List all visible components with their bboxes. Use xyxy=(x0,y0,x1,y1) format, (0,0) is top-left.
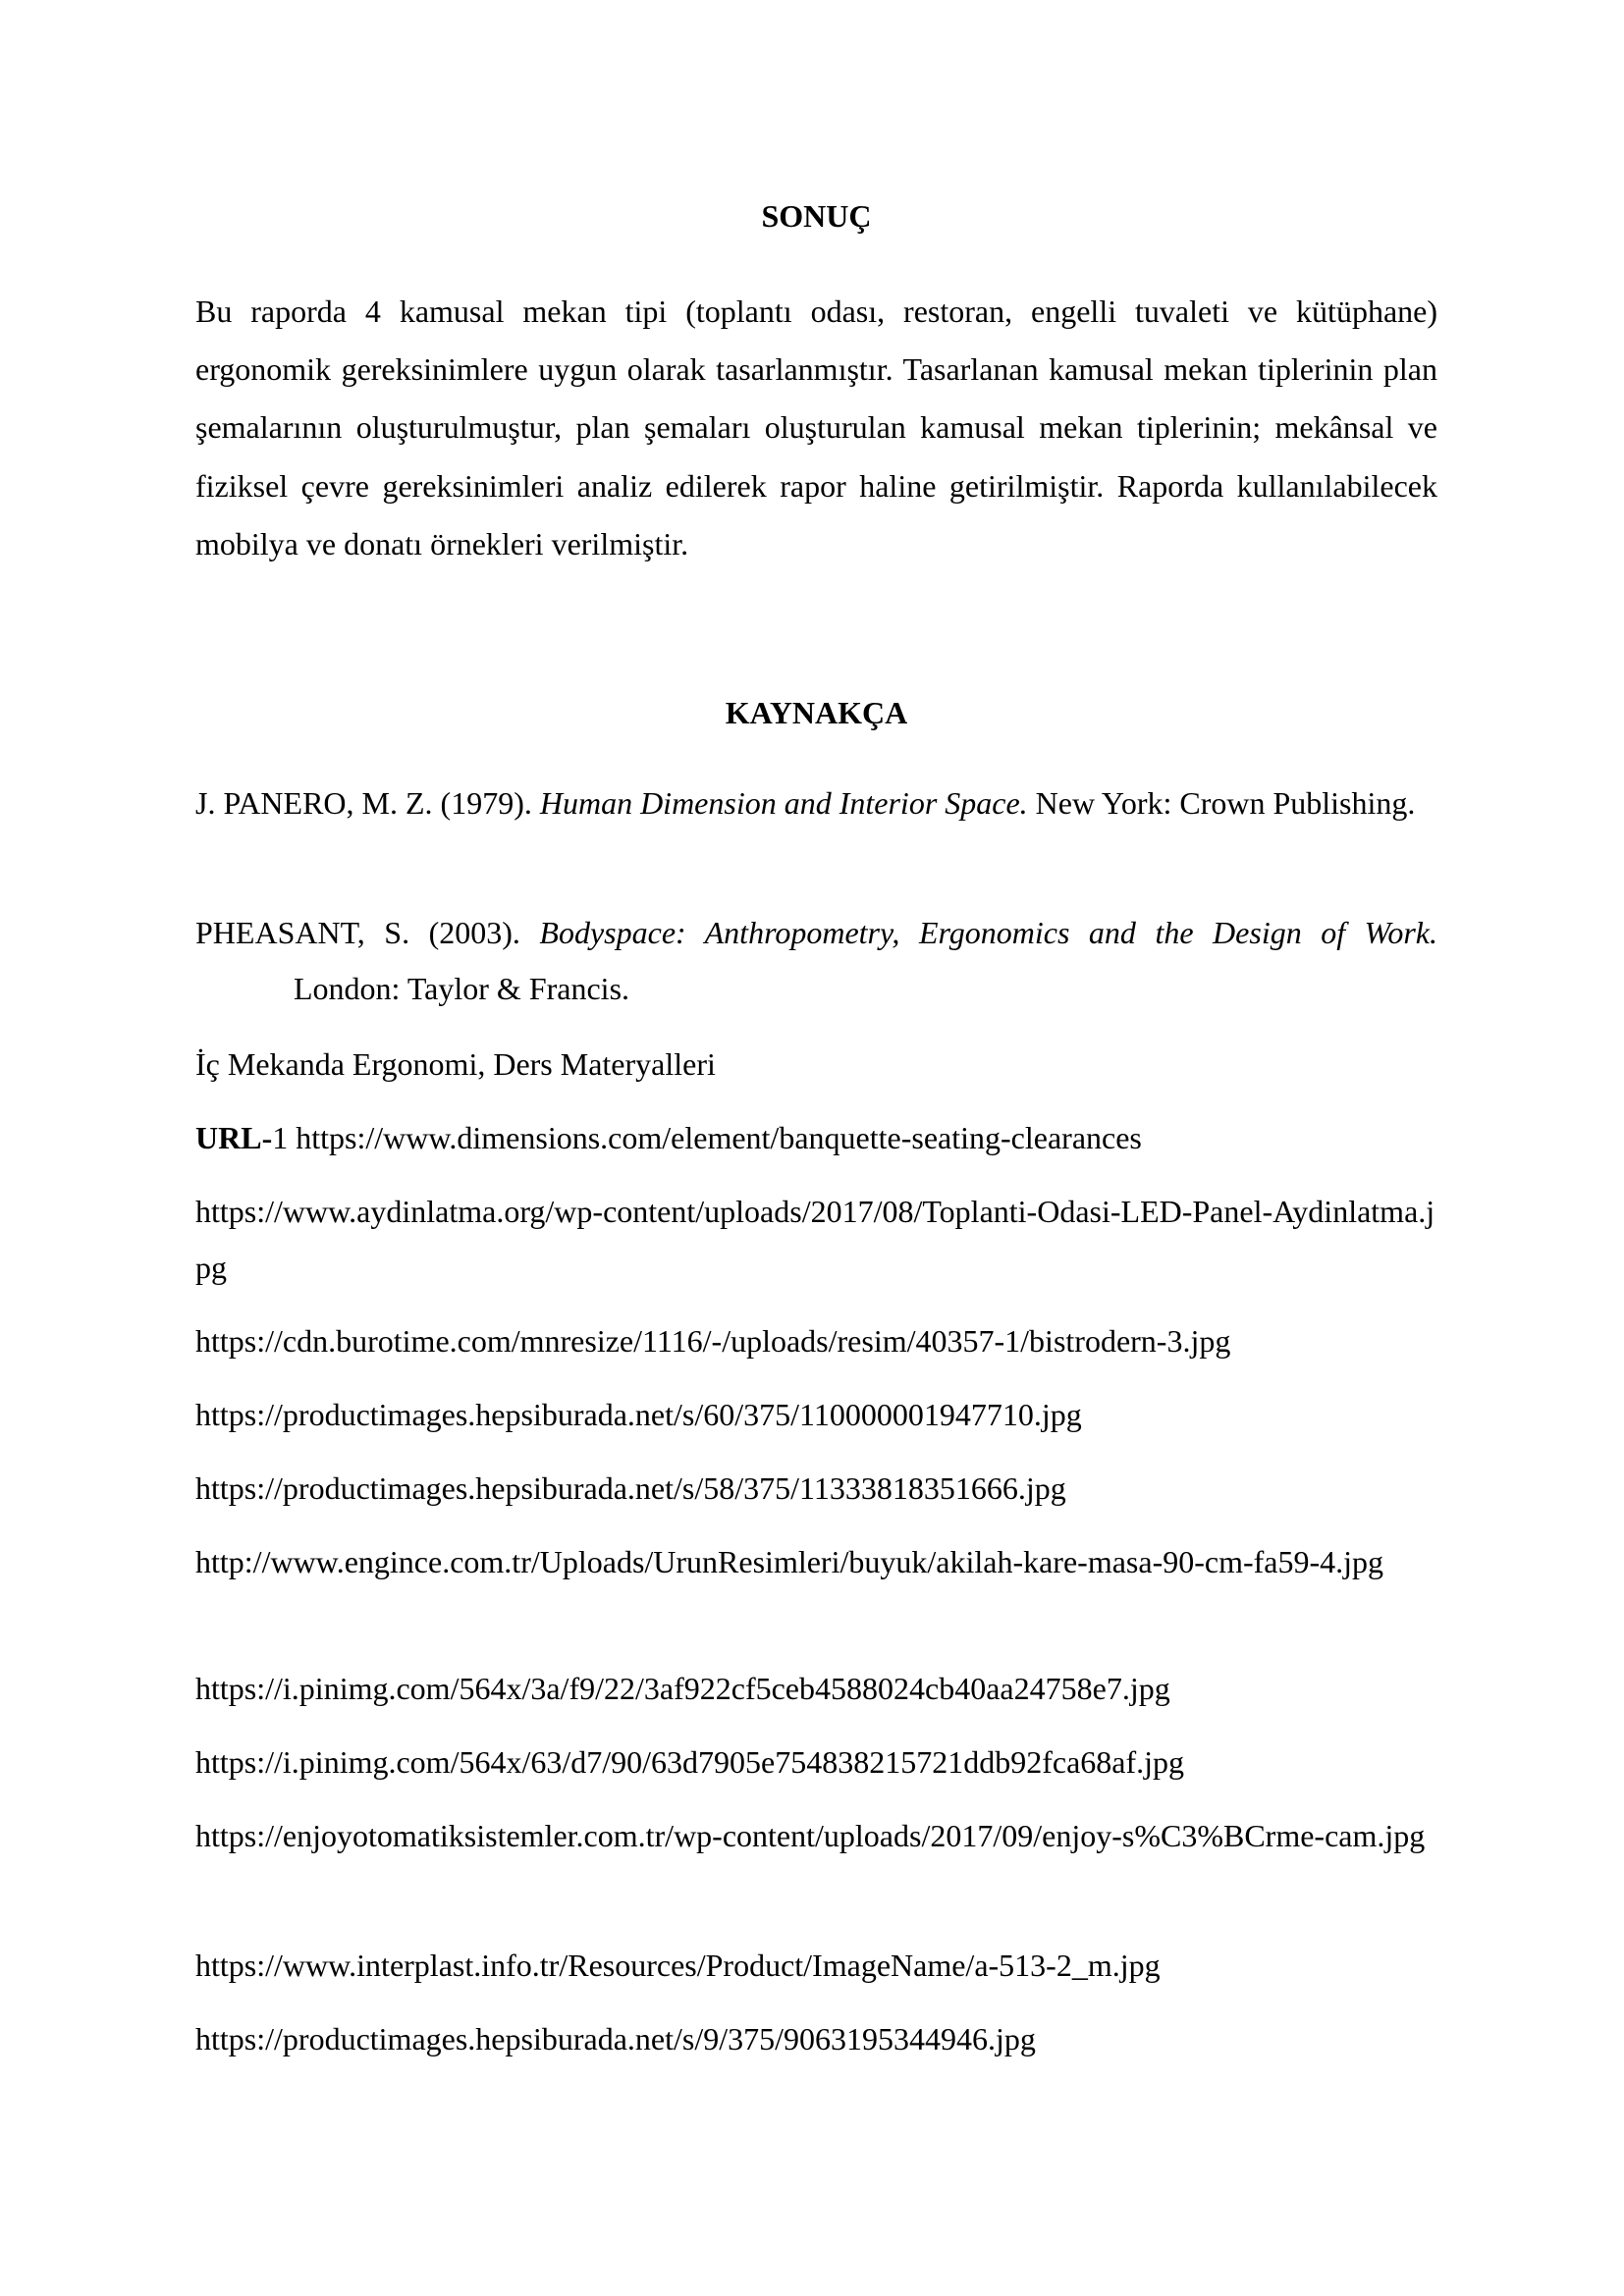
reference-panero xyxy=(195,775,1437,831)
url-link-burotime[interactable]: https://cdn.burotime.com/mnresize/1116/-/uploads/resim/40357-1/bistrodern-3.jpg xyxy=(195,1323,1231,1359)
reference-pheasant xyxy=(195,905,1437,1016)
url-link-engince[interactable]: http://www.engince.com.tr/Uploads/UrunResimleri/buyuk/akilah-kare-masa-90-cm-fa59-4.jpg xyxy=(195,1544,1384,1579)
url-link-interplast[interactable]: https://www.interplast.info.tr/Resources/Product/ImageName/a-513-2_m.jpg xyxy=(195,1948,1161,1983)
url-link-hepsiburada-2[interactable]: https://productimages.hepsiburada.net/s/58/375/11333818351666.jpg xyxy=(195,1470,1066,1506)
bibliography-heading: KAYNAKÇA xyxy=(725,695,908,730)
reference-title: Bodyspace: Anthropometry, Ergonomics and the Design of Work. xyxy=(539,915,1438,950)
url-link-pinimg-1[interactable]: https://i.pinimg.com/564x/3a/f9/22/3af922cf5ceb4588024cb40aa24758e7.jpg xyxy=(195,1671,1170,1706)
url-link-aydinlatma[interactable]: https://www.aydinlatma.org/wp-content/uploads/2017/08/Toplanti-Odasi-LED-Panel-Aydinlatma.jpg xyxy=(195,1194,1435,1285)
conclusion-paragraph: Bu raporda 4 kamusal mekan tipi (toplantı odası, restoran, engelli tuvaleti ve kütüphane) ergonomik gereksinimlere uygun olarak tasarlanmıştır. Tasarlanan kamusal mekan tiplerinin plan şemalarının oluşturulmuştur, plan şemaları oluşturulan kamusal mekan tiplerinin; mekânsal ve fiziksel çevre gereksinimleri analiz edilerek rapor haline getirilmiştir. Raporda kullanılabilecek mobilya ve donatı örnekleri verilmiştir. xyxy=(195,294,1437,561)
reference-publisher: New York: Crown Publishing. xyxy=(1027,785,1416,821)
reference-author: J. PANERO, M. Z. (1979). xyxy=(195,785,540,821)
url-link-hepsiburada-1[interactable]: https://productimages.hepsiburada.net/s/60/375/110000001947710.jpg xyxy=(195,1397,1082,1432)
url-link-dimensions[interactable]: https://www.dimensions.com/element/banquette-seating-clearances xyxy=(288,1120,1142,1155)
url-label-number: 1 xyxy=(272,1120,289,1155)
url-link-enjoyotomatik[interactable]: https://enjoyotomatiksistemler.com.tr/wp-content/uploads/2017/09/enjoy-s%C3%BCrme-cam.jpg xyxy=(195,1818,1426,1853)
url-label: URL- xyxy=(195,1120,273,1155)
reference-author: PHEASANT, S. (2003). xyxy=(195,915,540,950)
url-reference xyxy=(195,1110,1437,1166)
reference-title: Human Dimension and Interior Space. xyxy=(539,785,1028,821)
reference-course-materials: İç Mekanda Ergonomi, Ders Materyalleri xyxy=(195,1046,716,1082)
conclusion-heading: SONUÇ xyxy=(761,198,872,234)
url-link-pinimg-2[interactable]: https://i.pinimg.com/564x/63/d7/90/63d7905e754838215721ddb92fca68af.jpg xyxy=(195,1744,1185,1780)
reference-publisher: London: Taylor & Francis. xyxy=(294,970,630,1006)
url-link-hepsiburada-3[interactable]: https://productimages.hepsiburada.net/s/9/375/9063195344946.jpg xyxy=(195,2021,1036,2056)
